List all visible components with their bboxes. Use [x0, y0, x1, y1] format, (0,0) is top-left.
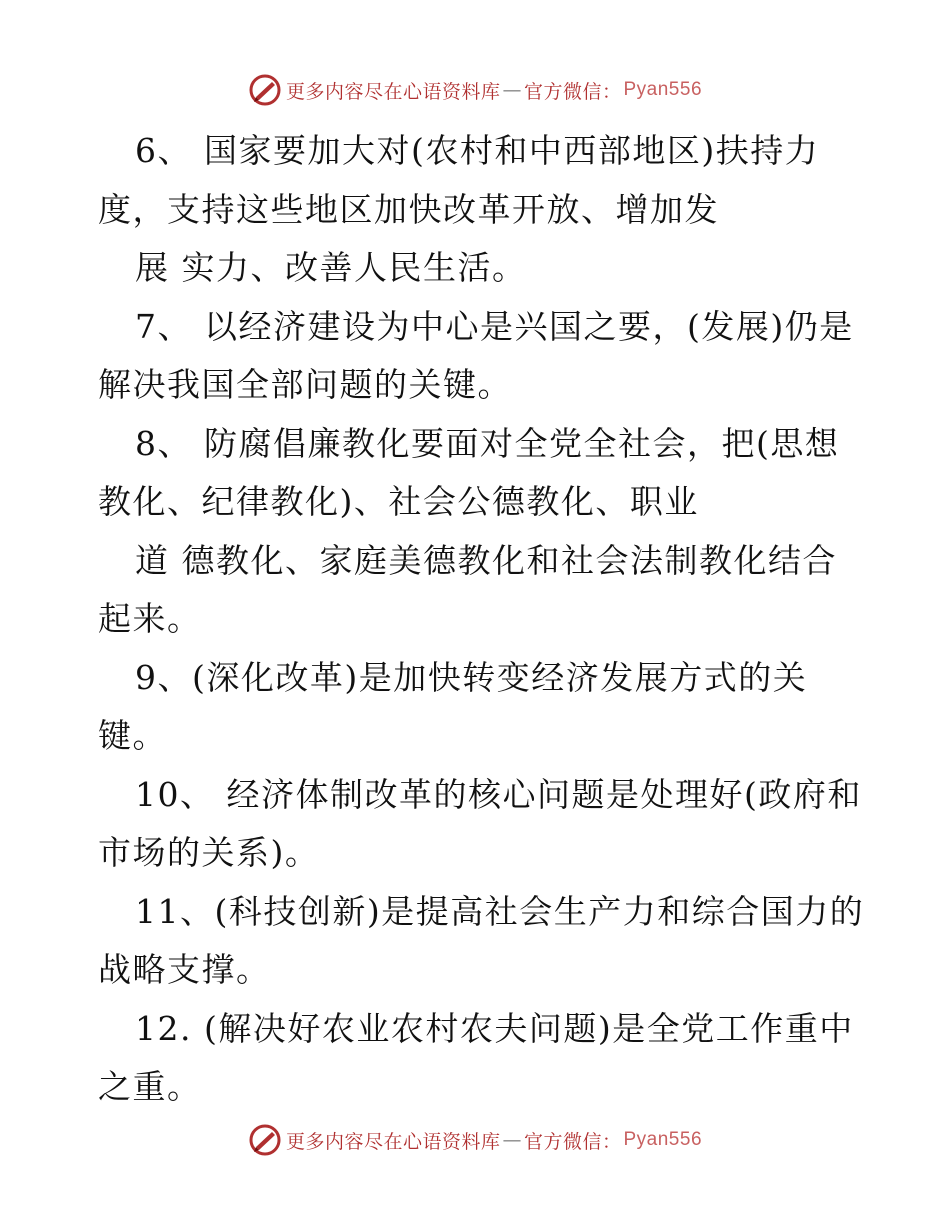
item-12-line-2: 之重。 — [98, 1067, 202, 1106]
red-pen-swirl-icon — [248, 1123, 282, 1157]
wechat-id: Pyan556 — [623, 1129, 703, 1150]
item-6-line-1: 6、 国家要加大对(农村和中西部地区)扶持力 — [135, 131, 820, 170]
banner-text: 更多内容尽在心语资料库 — [285, 1130, 501, 1153]
item-8-line-2: 教化、纪律教化)、社会公德教化、职业 — [98, 482, 699, 521]
item-7-line-2: 解决我国全部问题的关键。 — [98, 365, 512, 404]
item-6-line-3: 展 实力、改善人民生活。 — [135, 248, 527, 287]
item-8-line-4: 起来。 — [98, 599, 202, 638]
footer-banner — [0, 1120, 950, 1160]
wechat-id: Pyan556 — [623, 79, 703, 100]
document-body — [98, 122, 865, 1117]
item-12-line-1: 12. (解决好农业农村农夫问题)是全党工作重中 — [135, 1008, 854, 1048]
banner-separator: — — [502, 79, 522, 101]
item-11-line-1: 11、(科技创新)是提高社会生产力和综合国力的 — [135, 891, 865, 931]
item-11-line-2: 战略支撑。 — [98, 950, 271, 989]
red-pen-swirl-icon — [248, 73, 282, 107]
item-10-line-1: 10、 经济体制改革的核心问题是处理好(政府和 — [135, 774, 862, 814]
item-6-line-2: 度，支持这些地区加快改革开放、增加发 — [98, 189, 719, 229]
item-9-line-2: 键。 — [98, 716, 167, 755]
wechat-label: 官方微信： — [523, 1130, 622, 1153]
banner-separator: — — [502, 1129, 522, 1151]
wechat-label: 官方微信： — [523, 80, 622, 103]
item-7-line-1: 7、 以经济建设为中心是兴国之要，(发展)仍是 — [135, 306, 854, 346]
item-8-line-3: 道 德教化、家庭美德教化和社会法制教化结合 — [135, 540, 837, 580]
item-10-line-2: 市场的关系)。 — [98, 833, 320, 872]
banner-text: 更多内容尽在心语资料库 — [285, 80, 501, 103]
item-9-line-1: 9、(深化改革)是加快转变经济发展方式的关 — [135, 657, 808, 697]
item-8-line-1: 8、 防腐倡廉教化要面对全党全社会，把(思想 — [135, 423, 840, 463]
header-banner — [0, 70, 950, 110]
